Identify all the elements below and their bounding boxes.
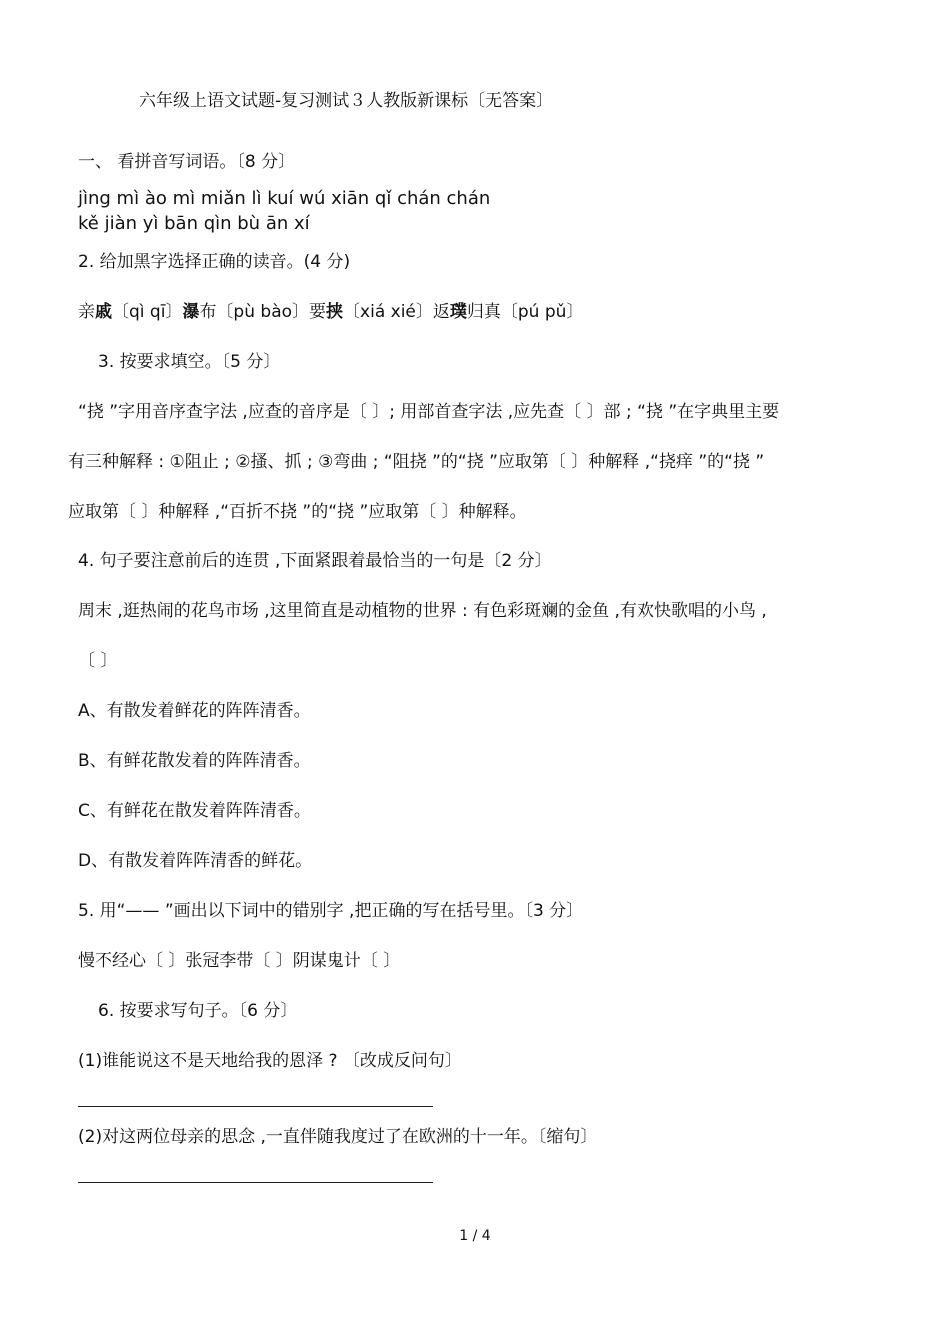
q6-heading: 6. 按要求写句子。〔6 分〕 bbox=[98, 1001, 298, 1021]
q4-blank: 〔 〕 bbox=[78, 651, 118, 671]
q1-heading: 一、 看拼音写词语。〔8 分〕 bbox=[78, 152, 296, 172]
q1-pinyin-line2: kě jiàn yì bān qìn bù ān xí bbox=[78, 213, 310, 234]
q2-heading: 2. 给加黑字选择正确的读音。(4 分) bbox=[78, 252, 351, 272]
q1-pinyin-line1: jìng mì ào mì miǎn lì kuí wú xiān qǐ chán chán bbox=[78, 188, 491, 209]
answer-line-2 bbox=[78, 1182, 433, 1183]
q3-line1: “挠 ”字用音序查字法 ,应查的音序是〔 〕; 用部首查字法 ,应先查〔 〕部 ; “挠 ”在字典里主要 bbox=[78, 402, 780, 422]
q5-words: 慢不经心〔 〕张冠李带〔 〕阴谋鬼计〔 〕 bbox=[78, 951, 401, 971]
q5-heading: 5. 用“—— ”画出以下词中的错别字 ,把正确的写在括号里。〔3 分〕 bbox=[78, 901, 584, 921]
answer-line-1 bbox=[78, 1106, 433, 1107]
q2-items bbox=[78, 301, 583, 323]
q2-item: 瀑布〔pù bào〕 bbox=[182, 302, 310, 322]
q4-option-a: A、有散发着鲜花的阵阵清香。 bbox=[78, 701, 311, 721]
q4-option-b: B、有鲜花散发着的阵阵清香。 bbox=[78, 751, 311, 771]
q2-item: 返璞归真〔pú pǔ〕 bbox=[432, 302, 584, 322]
q3-line2: 有三种解释 : ①阻止 ; ②搔、抓 ; ③弯曲 ; “阻挠 ”的“挠 ”应取第〔 〕种解释 ,“挠痒 ”的“挠 ” bbox=[68, 452, 765, 472]
q3-line3: 应取第〔 〕种解释 ,“百折不挠 ”的“挠 ”应取第〔 〕种解释。 bbox=[68, 502, 527, 522]
page-number: 1 / 4 bbox=[459, 1228, 491, 1244]
q6-sentence-2: (2)对这两位母亲的思念 ,一直伴随我度过了在欧洲的十一年。〔缩句〕 bbox=[78, 1127, 598, 1147]
q4-heading: 4. 句子要注意前后的连贯 ,下面紧跟着最恰当的一句是〔2 分〕 bbox=[78, 551, 552, 571]
q4-option-c: C、有鲜花在散发着阵阵清香。 bbox=[78, 801, 311, 821]
q2-item: 要挟〔xiá xié〕 bbox=[309, 302, 433, 322]
document-title: 六年级上语文试题-复习测试３人教版新课标〔无答案〕 bbox=[139, 91, 554, 111]
q6-sentence-1: (1)谁能说这不是天地给我的恩泽 ? 〔改成反问句〕 bbox=[78, 1051, 462, 1071]
q2-item: 亲戚〔qì qī〕 bbox=[78, 302, 183, 322]
q3-heading: 3. 按要求填空。〔5 分〕 bbox=[98, 352, 281, 372]
q4-stem: 周末 ,逛热闹的花鸟市场 ,这里简直是动植物的世界 : 有色彩斑斓的金鱼 ,有欢快歌唱的小鸟 , bbox=[78, 601, 767, 621]
q4-option-d: D、有散发着阵阵清香的鲜花。 bbox=[78, 851, 313, 871]
